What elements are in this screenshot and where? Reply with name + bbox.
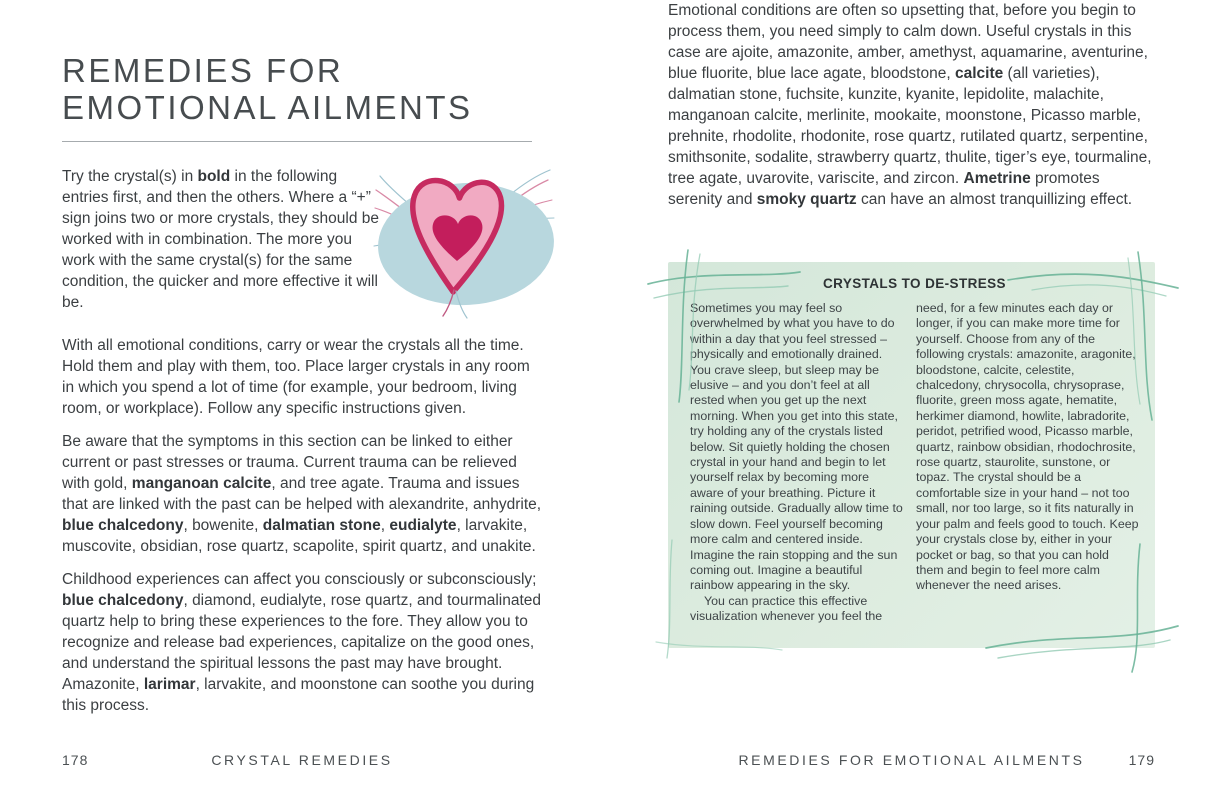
box-columns [690,301,1139,625]
intro-row [62,166,542,325]
page-title-line1: REMEDIES FOR [62,52,344,89]
box-title: CRYSTALS TO DE-STRESS [823,276,1006,291]
paragraph-trauma: Be aware that the symptoms in this section can be linked to either current or past stresses or trauma. Current trauma can be relieved with gold, manganoan calcite, and tree agate. Trauma and issues that are linked with the past can be helped with alexandrite, anhydrite, blue chalcedony, bowenite, dalmatian stone, eudialyte, larvakite, muscovite, obsidian, rose quartz, scapolite, spirit quartz, and unakite. [62,433,542,555]
running-head-right: REMEDIES FOR EMOTIONAL AILMENTS [738,752,1085,768]
crystals-destress-box [668,262,1155,648]
running-head-left: CRYSTAL REMEDIES [211,752,393,768]
footer-right [668,752,1155,772]
paragraph-carry-crystals: With all emotional conditions, carry or wear the crystals all the time. Hold them and play with them, too. Place larger crystals in any room in which you spend a lot of time (for example, your bedroom, living room, or workplace). Follow any specific instructions given. [62,337,530,417]
page-title [62,52,542,126]
box-paragraph-stress: Sometimes you may feel so overwhelmed by what you have to do within a day that you feel stressed – physically and emotionally drained. You crave sleep, but sleep may be elusive – and you don’t feel at all rested when you get up the next morning. When you get into this state, try holding any of the crystals listed below. Sit quietly holding the chosen crystal in your hand and begin to let yourself relax by becoming more aware of your breathing. Picture it raining outside. Gradually allow time to slow down. Feel yourself becoming more calm and centered inside. Imagine the rain stopping and the sun coming out. Imagine a beautiful rainbow appearing in the sky. [690,301,903,593]
intro-paragraph: Try the crystal(s) in bold in the following entries first, and then the others. Where a “+” sign joins two or more crystals, they should be worked with in combination. The more you work with the same crystal(s) for the same condition, the quicker and more effective it will be. [62,168,380,311]
heart-icon [372,160,558,326]
box-column-right [916,301,1139,625]
page-right [668,0,1155,648]
page-left [62,0,542,728]
paragraph-calm-down: Emotional conditions are often so upsetting that, before you begin to process them, you need simply to calm down. Useful crystals in this case are ajoite, amazonite, amber, amethyst, aquamarine, aventurine, blue fluorite, blue lace agate, bloodstone, calcite (all varieties), dalmatian stone, fuchsite, kunzite, kyanite, lepidolite, malachite, manganoan calcite, merlinite, mookaite, moonstone, Picasso marble, prehnite, rhodolite, rhodonite, rose quartz, rutilated quartz, serpentine, smithsonite, sodalite, strawberry quartz, thulite, tiger’s eye, tourmaline, tree agate, uvarovite, variscite, and zircon. Ametrine promotes serenity and smoky quartz can have an almost tranquillizing effect. [668,2,1152,208]
title-rule [62,141,532,142]
paragraph-childhood: Childhood experiences can affect you consciously or subconsciously; blue chalcedony, diamond, eudialyte, rose quartz, and tourmalinated quartz help to bring these experiences to the fore. They allow you to recognize and release bad experiences, capitalize on the good ones, and understand the spiritual lessons the past may have brought. Amazonite, larimar, larvakite, and moonstone can soothe you during this process. [62,571,542,714]
page-number-left: 178 [62,752,89,768]
box-paragraph-practice: You can practice this effective visualization whenever you feel the [690,593,883,624]
box-column-left [690,301,904,625]
page-title-line2: EMOTIONAL AILMENTS [62,89,473,126]
footer-left [62,752,542,772]
page-number-right: 179 [1128,752,1155,768]
heart-illustration [386,166,542,318]
box-paragraph-crystal-list: need, for a few minutes each day or longer, if you can make more time for yourself. Choose from any of the following crystals: amazonite, aragonite, bloodstone, calcite, celestite, chalcedony, chrysocolla, chrysoprase, fluorite, green moss agate, hematite, herkimer diamond, howlite, labradorite, peridot, petrified wood, Picasso marble, quartz, rainbow obsidian, rhodochrosite, rose quartz, staurolite, sunstone, or topaz. The crystal should be a comfortable size in your hand – not too small, nor too large, so it fits naturally in your palm and feels good to touch. Keep your crystals close by, either in your pocket or bag, so that you can hold them and begin to feel more calm whenever the need arises. [916,301,1139,593]
